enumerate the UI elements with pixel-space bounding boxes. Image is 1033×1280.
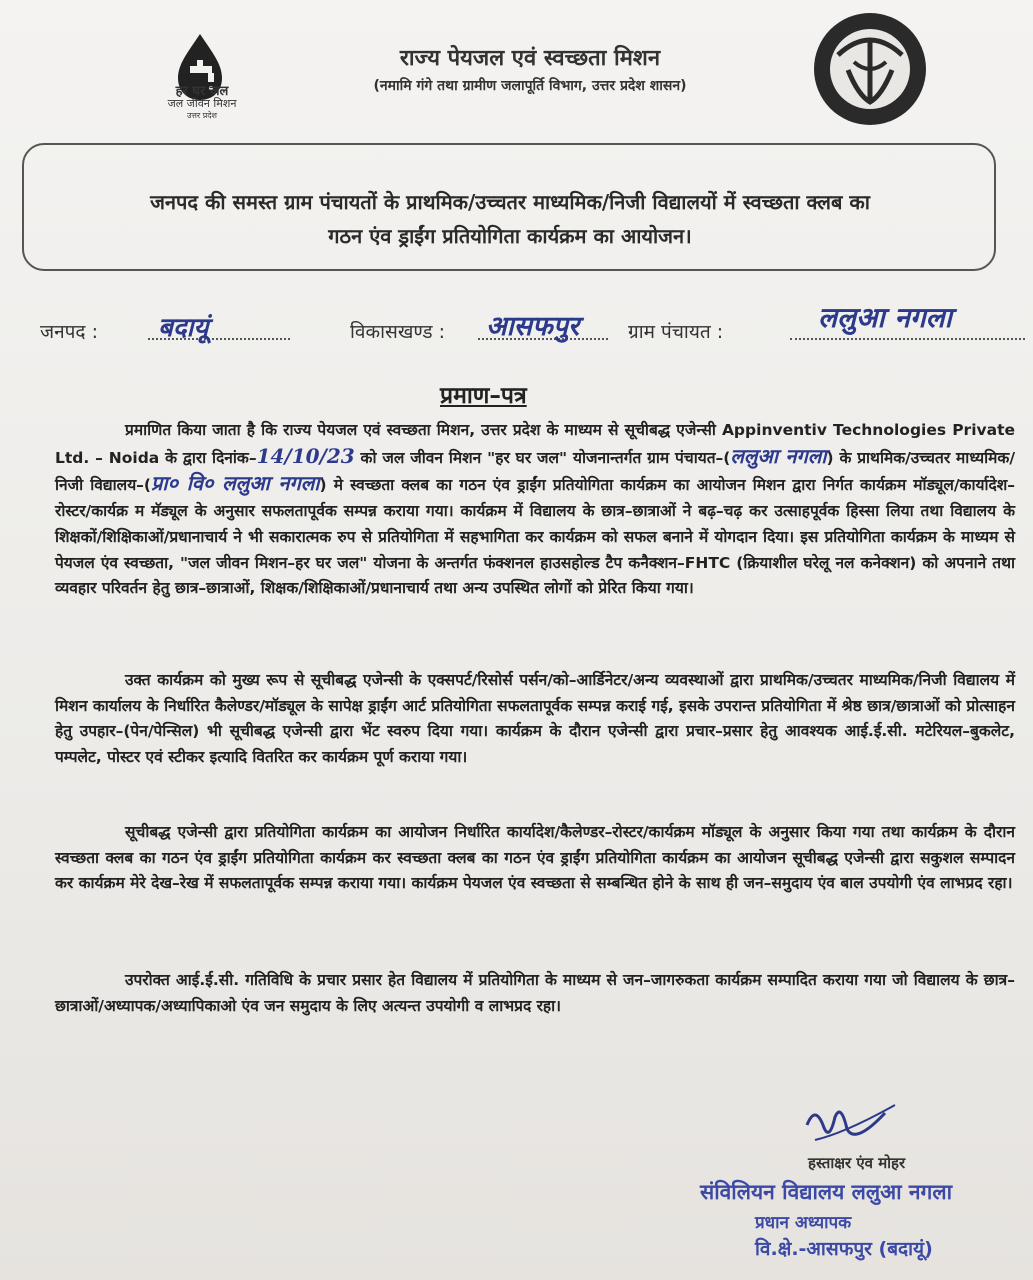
stamp-line-1: संविलियन विद्यालय ललुआ नगला: [700, 1180, 953, 1204]
org-subtitle: (नमामि गंगे तथा ग्रामीण जलापूर्ति विभाग, उत्तर प्रदेश शासन): [373, 78, 687, 94]
subject-line2: गठन एंव ड्राईंग प्रतियोगिता कार्यक्रम का आयोजन।: [328, 224, 692, 248]
para1-gram-panchayat: ललुआ नगला: [730, 443, 827, 468]
logo-caption-line2: जल जीवन मिशन: [167, 97, 237, 110]
certificate-date: 14/10/23: [256, 443, 355, 468]
vikaskhand-label: विकासखण्ड :: [350, 321, 446, 343]
para1-part2: को जल जीवन मिशन "हर घर जल" योजनान्तर्गत ग्राम पंचायत–(: [354, 448, 731, 467]
stamp-line-3: वि.क्षे.-आसफपुर (बदायूं): [755, 1238, 933, 1260]
logo-caption-line3: उत्तर प्रदेश: [187, 111, 217, 120]
janpad-label: जनपद :: [40, 321, 98, 343]
gram-dotted-line: [790, 338, 1025, 340]
gram-panchayat-label: ग्राम पंचायत :: [628, 321, 724, 343]
logo-caption-line1: हर घर जल: [175, 84, 229, 99]
signature-scribble-icon: [795, 1095, 905, 1155]
vikaskhand-value: आसफपुर: [486, 311, 580, 342]
para2-text: उक्त कार्यक्रम को मुख्य रूप से सूचीबद्ध एजेन्सी के एक्सपर्ट/रिसोर्स पर्सन/को–आर्डिनेटर/अन्य व्यवस्थाओं द्वारा प्राथमिक/उच्चतर माध्यमिक/निजी विद्यालय में मिशन कार्यालय के निर्धारित कैलेण्डर/मॉड्यूल के सापेक्ष ड्राईंग आर्ट प्रतियोगिता सफलतापूर्वक सम्पन्न कराई गई, इसके उपरान्त प्रतियोगिता में श्रेष्ठ छात्र/छात्राओं को प्रोत्साहन हेतु उपहार–(पेन/पेन्सिल) भी सूचीबद्ध एजेन्सी द्वारा भेंट स्वरुप दिया गया। कार्यक्रम के दौरान एजेन्सी द्वारा प्रचार–प्रसार हेतु आवश्यक आई.ई.सी. मटेरियल–बुकलेट, पम्पलेट, पोस्टर एवं स्टीकर इत्यादि वितरित कर कार्यक्रम पूर्ण कराया गया।: [55, 671, 1015, 767]
para1-part3: ) के प्राथमिक/उच्चतर माध्यमिक/निजी विद्यालय–(: [55, 448, 1015, 495]
subject-line1: जनपद की समस्त ग्राम पंचायतों के प्राथमिक/उच्चतर माध्यमिक/निजी विद्यालयों में स्वच्छता क्लब का: [150, 190, 870, 214]
org-title: राज्य पेयजल एवं स्वच्छता मिशन: [399, 46, 661, 71]
stamp-line-2: प्रधान अध्यापक: [755, 1213, 852, 1233]
subject-text: [30, 185, 990, 253]
signature-label: हस्ताक्षर एंव मोहर: [808, 1154, 906, 1172]
paragraph-2: [55, 668, 1015, 771]
paragraph-1: [55, 418, 1015, 602]
para1-part4: ) मे स्वच्छता क्लब का गठन एंव ड्राईंग प्रतियोगिता कार्यक्रम का आयोजन मिशन द्वारा निर्गत कार्यक्रम मॉड्यूल/कार्यादेश–रोस्टर/कार्यक्र म मॅड्यूल के अनुसार सफलतापूर्वक सम्पन्न कराया गया। कार्यक्रम में विद्यालय के छात्र–छात्राओं ने बढ़–चढ़ कर उत्साहपूर्वक हिस्सा लिया तथा विद्यालय के शिक्षकों/शिक्षिकाओं/प्रधानाचार्य ने भी सकारात्मक रुप से प्रतियोगिता में सहभागिता कर कार्यक्रम को सफल बनाने में योगदान दिया। इस प्रतियोगिता कार्यक्रम के माध्यम से पेयजल एंव स्वच्छता, "जल जीवन मिशन–हर घर जल" योजना के अन्तर्गत फंक्शनल हाउसहोल्ड टैप कनैक्शन–FHTC (क्रियाशील घरेलू नल कनेक्शन) को अपनाने तथा व्यवहार परिवर्तन हेतु छात्र–छात्राओं, शिक्षक/शिक्षिकाओं/प्रधानाचार्य तथा अन्य उपस्थित लोगों को प्रेरित किया गया।: [55, 476, 1015, 598]
janpad-value: बदायूं: [158, 313, 209, 343]
paragraph-3: [55, 820, 1015, 897]
para4-text: उपरोक्त आई.ई.सी. गतिविधि के प्रचार प्रसार हेत विद्यालय में प्रतियोगिता के माध्यम से जन–जागरुकता कार्यक्रम सम्पादित कराया गया जो विद्यालय के छात्र–छात्राओं/अध्यापक/अध्यापिकाओ एंव जन समुदाय के लिए अत्यन्त उपयोगी व लाभप्रद रहा।: [55, 971, 1015, 1015]
up-government-seal-icon: [808, 10, 933, 128]
certificate-heading: प्रमाण–पत्र: [440, 383, 527, 409]
gram-panchayat-value: ललुआ नगला: [818, 301, 952, 334]
para1-part1: प्रमाणित किया जाता है कि राज्य पेयजल एवं स्वच्छता मिशन, उत्तर प्रदेश के माध्यम से सूचीबद्ध एजेन्सी Appinventiv Technologies Private Ltd. – Noida के द्वारा दिनांक–: [55, 421, 1015, 467]
paragraph-4: [55, 968, 1015, 1019]
logo-caption: [152, 86, 252, 122]
para3-text: सूचीबद्ध एजेन्सी द्वारा प्रतियोगिता कार्यक्रम का आयोजन निर्धारित कार्यादेश/कैलेण्डर–रोस्टर/कार्यक्रम मॉड्यूल के अनुसार किया गया तथा कार्यक्रम के दौरान स्वच्छता क्लब का गठन एंव ड्राईंग प्रतियोगिता कार्यक्रम कर स्वच्छता क्लब का गठन एंव ड्राईंग प्रतियोगिता कार्यक्रम का आयोजन सूचीबद्ध एजेन्सी द्वारा सकुशल सम्पादन कर कार्यक्रम मेरे देख–रेख में सफलतापूर्वक सम्पन्न कराया गया। कार्यक्रम पेयजल एंव स्वच्छता से सम्बन्धित होने के साथ ही जन–समुदाय एंव बाल उपयोगी एंव लाभप्रद रहा।: [55, 823, 1015, 893]
para1-school: प्रा० वि० ललुआ नगला: [151, 471, 320, 496]
